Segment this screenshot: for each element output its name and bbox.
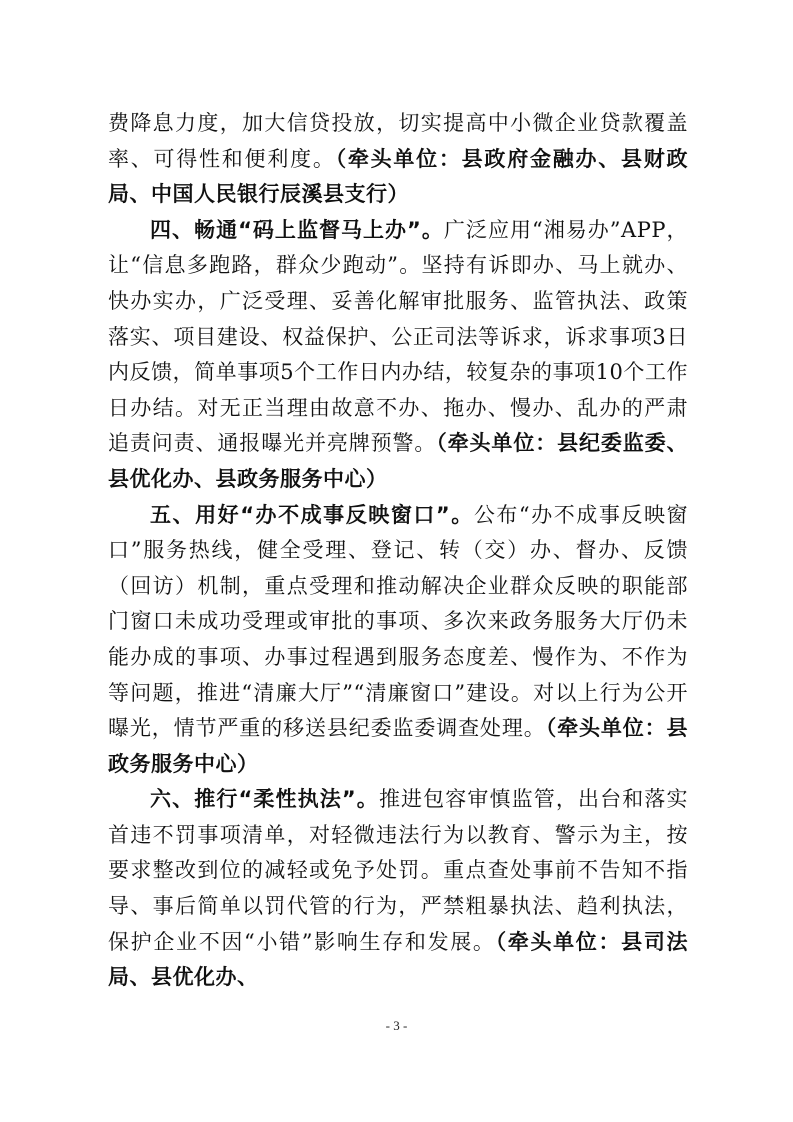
lead-unit: （牵头单位：县纪委监委、县优化办、县政务服务中心） (108, 431, 689, 491)
paragraph-body: 推进包容审慎监管，出台和落实首违不罚事项清单，对轻微违法行为以教育、警示为主，按要求整改到位的减轻或免予处罚。重点查处事前不告知不指导、事后简单以罚代管的行为，严禁粗暴执法、趋利执法，保护企业不因“小错”影响生存和发展。 (108, 787, 689, 954)
page-number: - 3 - (385, 1018, 408, 1033)
paragraph-body: 公布“办不成事反映窗口”服务热线，健全受理、登记、转（交）办、督办、反馈（回访）机制，重点受理和推动解决企业群众反映的职能部门窗口未成功受理或审批的事项、多次来政务服务大厅仍未能办成的事项、办事过程遇到服务态度差、慢作为、不作为等问题，推进“清廉大厅”“清廉窗口”建设。对以上行为公开曝光，情节严重的移送县纪委监委调查处理。 (108, 502, 688, 741)
lead-unit: （牵头单位：县政务服务中心） (108, 716, 689, 776)
paragraph-section-4 (108, 213, 688, 498)
paragraph-body: 广泛应用“湘易办”APP，让“信息多跑路，群众少跑动”。坚持有诉即办、马上就办、快办实办，广泛受理、妥善化解审批服务、监管执法、政策落实、项目建设、权益保护、公正司法等诉求，诉求事项3日内反馈，简单事项5个工作日内办结，较复杂的事项10个工作日办结。对无正当理由故意不办、拖办、慢办、乱办的严肃追责问责、通报曝光并亮牌预警。 (108, 217, 688, 456)
paragraph-section-6 (108, 782, 688, 996)
lead-unit: （牵头单位：县政府金融办、县财政局、中国人民银行辰溪县支行） (108, 146, 689, 207)
paragraph-body: 费降息力度，加大信贷投放，切实提高中小微企业贷款覆盖率、可得性和便利度。 (108, 111, 688, 171)
paragraph-section-5 (108, 498, 688, 783)
section-heading: 四、畅通“码上监督马上办”。 (150, 217, 444, 242)
lead-unit: （牵头单位：县司法局、县优化办、 (108, 929, 688, 990)
paragraph-continuation (108, 106, 688, 213)
document-page (108, 106, 688, 996)
section-heading: 六、推行“柔性执法”。 (150, 787, 379, 812)
section-heading: 五、用好“办不成事反映窗口”。 (150, 502, 474, 527)
